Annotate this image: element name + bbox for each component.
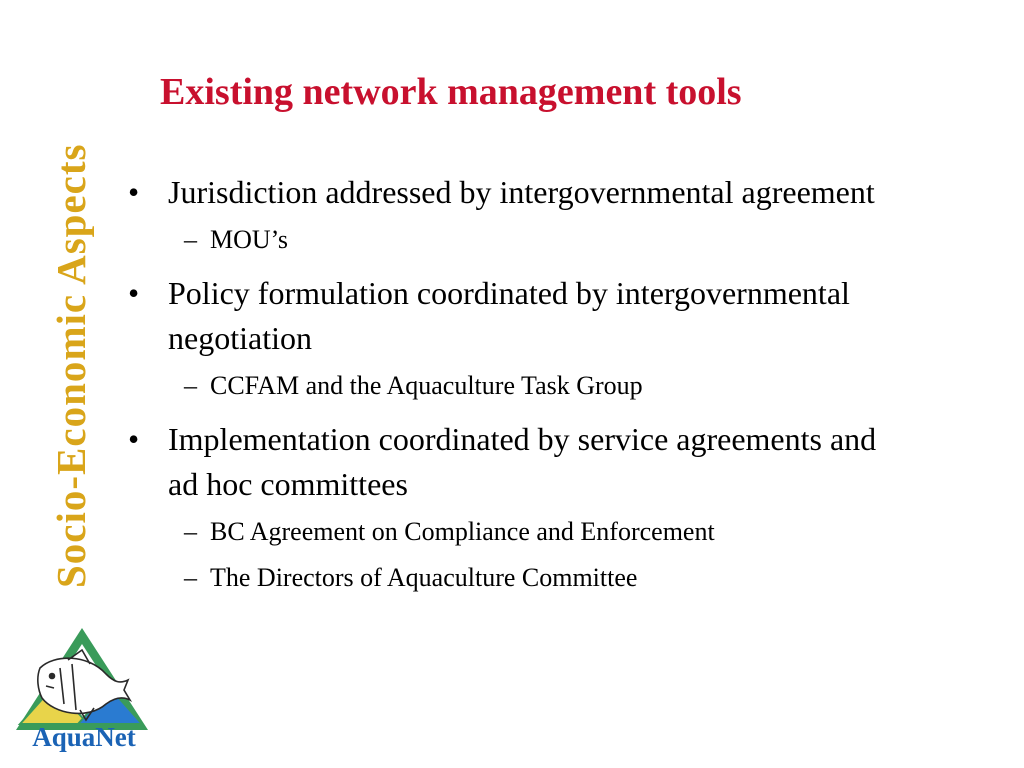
bullet-item (126, 170, 906, 215)
bullet-marker: • (128, 275, 140, 311)
sub-bullet-item (126, 367, 906, 405)
bullet-item (126, 417, 906, 507)
slide-title: Existing network management tools (160, 71, 742, 113)
sub-bullet-text: The Directors of Aquaculture Committee (210, 563, 638, 592)
sub-bullet-item (126, 559, 906, 597)
logo-wordmark: AquaNet (32, 722, 136, 752)
bullet-text: Jurisdiction addressed by intergovernmental agreement (168, 174, 875, 210)
sub-bullet-item (126, 513, 906, 551)
bullet-item (126, 271, 906, 361)
sub-bullet-text: BC Agreement on Compliance and Enforcement (210, 517, 715, 546)
bullet-text: Implementation coordinated by service agreements and ad hoc committees (168, 421, 877, 502)
vertical-section-label: Socio-Economic Aspects (48, 143, 94, 588)
sub-bullet-text: MOU’s (210, 225, 289, 254)
sub-bullet-marker: – (184, 371, 197, 400)
sub-bullet-item (126, 221, 906, 259)
bullet-marker: • (128, 421, 140, 457)
sub-bullet-marker: – (184, 225, 197, 254)
bullet-text: Policy formulation coordinated by intergovernmental negotiation (168, 275, 850, 356)
bullet-list (126, 170, 906, 609)
sub-bullet-marker: – (184, 563, 197, 592)
bullet-marker: • (128, 174, 140, 210)
sub-bullet-marker: – (184, 517, 197, 546)
sub-bullet-text: CCFAM and the Aquaculture Task Group (210, 371, 643, 400)
